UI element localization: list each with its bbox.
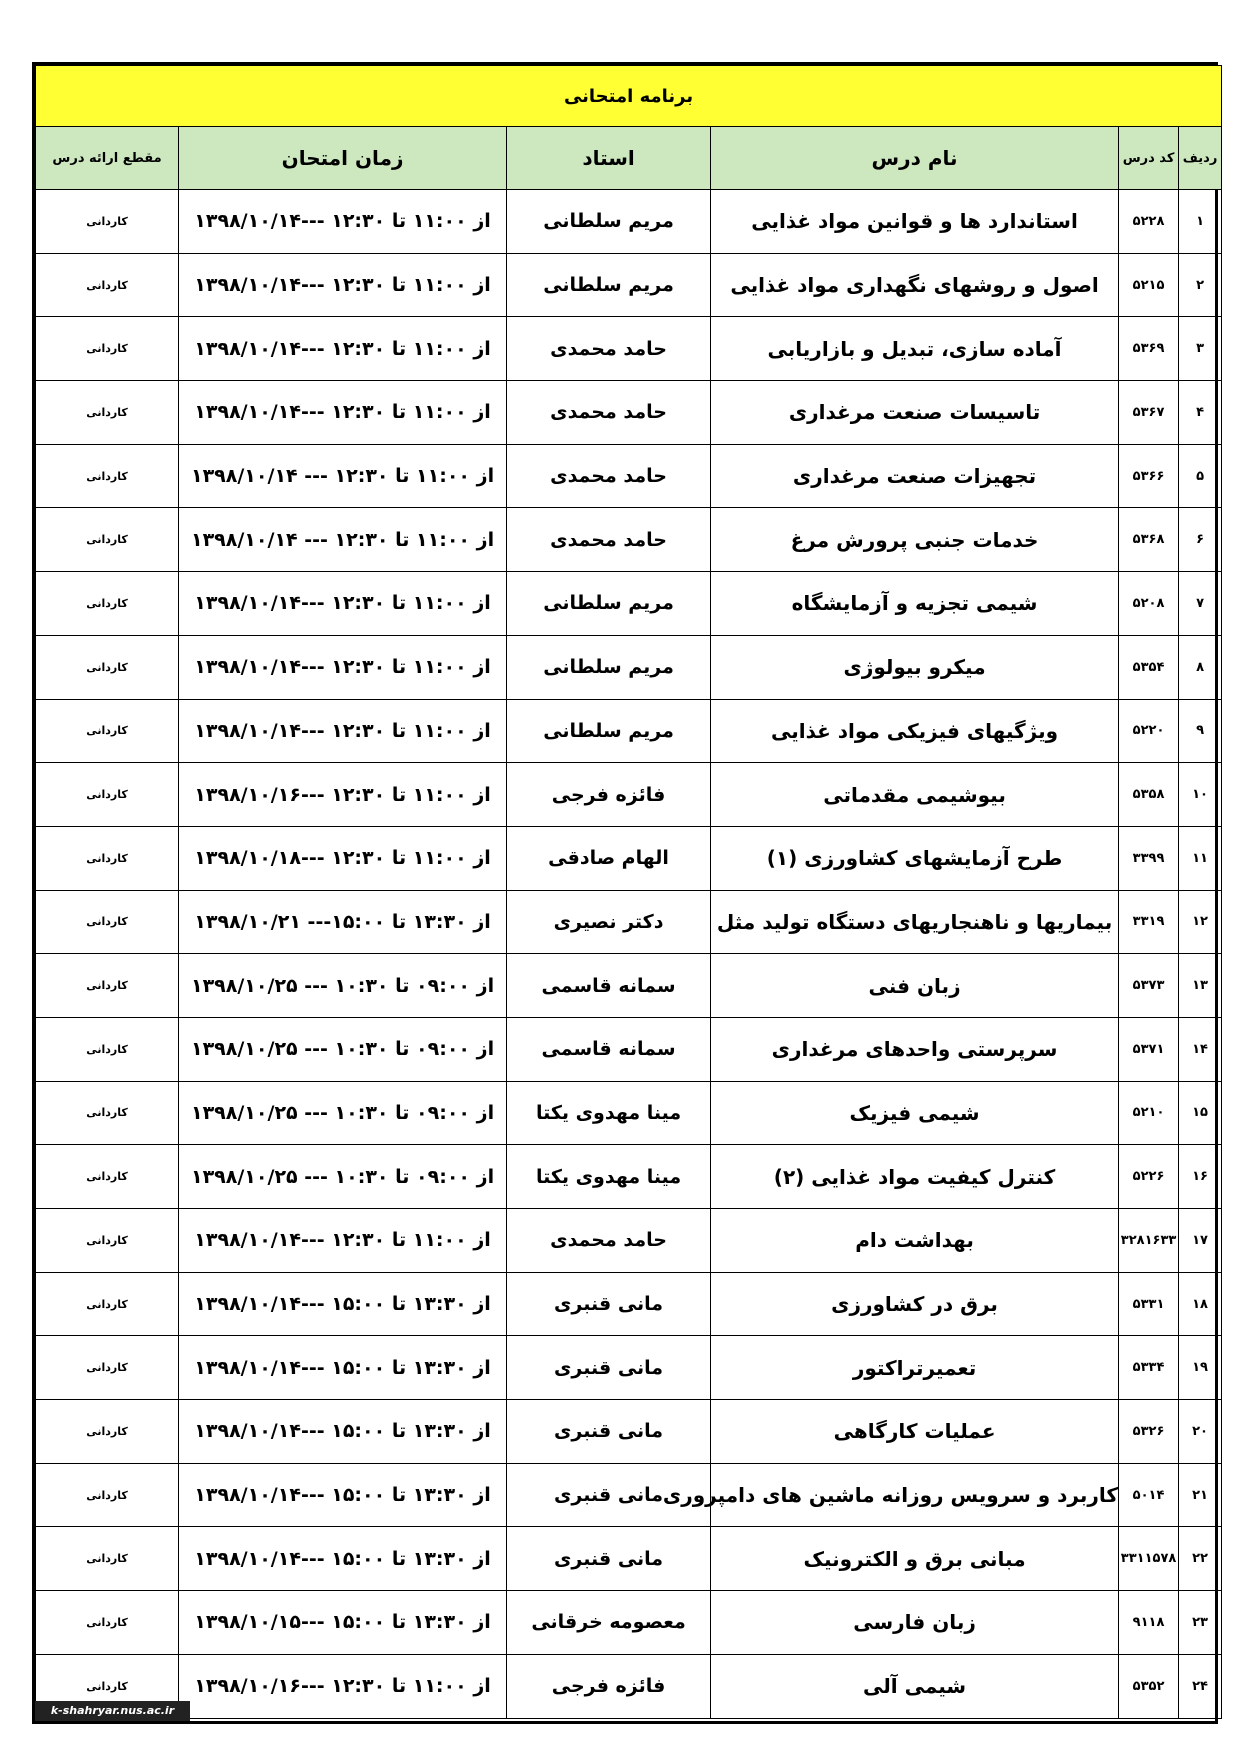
page-title: برنامه امتحانی [36, 66, 1222, 127]
course-level: کاردانی [36, 699, 179, 763]
course-name: کنترل کیفیت مواد غذایی (۲) [711, 1145, 1119, 1209]
course-code: ۵۰۱۴ [1119, 1463, 1179, 1527]
teacher-name: مریم سلطانی [507, 190, 711, 254]
course-name: آماده سازی، تبدیل و بازاریابی [711, 317, 1119, 381]
course-code: ۳۲۸۱۶۳۳ [1119, 1209, 1179, 1273]
table-row [36, 826, 1222, 890]
exam-time: از ۱۱:۰۰ تا ۱۲:۳۰ ---۱۳۹۸/۱۰/۱۴ [179, 635, 507, 699]
exam-time: از ۰۹:۰۰ تا ۱۰:۳۰ --- ۱۳۹۸/۱۰/۲۵ [179, 954, 507, 1018]
course-name: شیمی فیزیک [711, 1081, 1119, 1145]
course-name: کاربرد و سرویس روزانه ماشین های دامپروری [711, 1463, 1119, 1527]
table-row [36, 190, 1222, 254]
teacher-name: مریم سلطانی [507, 572, 711, 636]
teacher-name: حامد محمدی [507, 1209, 711, 1273]
exam-time: از ۱۳:۳۰ تا ۱۵:۰۰ ---۱۳۹۸/۱۰/۱۴ [179, 1400, 507, 1464]
row-number: ۱۵ [1179, 1081, 1222, 1145]
course-code: ۵۲۱۵ [1119, 253, 1179, 317]
course-code: ۵۳۳۴ [1119, 1336, 1179, 1400]
course-level: کاردانی [36, 508, 179, 572]
row-number: ۱۱ [1179, 826, 1222, 890]
table-row [36, 317, 1222, 381]
table-row [36, 1591, 1222, 1655]
course-level: کاردانی [36, 1017, 179, 1081]
course-level: کاردانی [36, 1591, 179, 1655]
exam-time: از ۱۱:۰۰ تا ۱۲:۳۰ ---۱۳۹۸/۱۰/۱۶ [179, 1654, 507, 1718]
course-level: کاردانی [36, 190, 179, 254]
course-code: ۳۳۱۱۵۷۸ [1119, 1527, 1179, 1591]
header-row-number: ردیف [1179, 127, 1222, 190]
exam-time: از ۱۱:۰۰ تا ۱۲:۳۰ ---۱۳۹۸/۱۰/۱۴ [179, 317, 507, 381]
table-row [36, 572, 1222, 636]
row-number: ۱۰ [1179, 763, 1222, 827]
row-number: ۱۴ [1179, 1017, 1222, 1081]
table-row [36, 1209, 1222, 1273]
teacher-name: مینا مهدوی یکتا [507, 1145, 711, 1209]
row-number: ۱۷ [1179, 1209, 1222, 1273]
teacher-name: حامد محمدی [507, 317, 711, 381]
table-row [36, 635, 1222, 699]
course-level: کاردانی [36, 253, 179, 317]
course-code: ۵۳۷۱ [1119, 1017, 1179, 1081]
exam-time: از ۱۱:۰۰ تا ۱۲:۳۰ ---۱۳۹۸/۱۰/۱۴ [179, 572, 507, 636]
course-name: سرپرستی واحدهای مرغداری [711, 1017, 1119, 1081]
row-number: ۶ [1179, 508, 1222, 572]
table-row [36, 1017, 1222, 1081]
header-row [36, 127, 1222, 190]
course-code: ۵۲۲۶ [1119, 1145, 1179, 1209]
row-number: ۱۶ [1179, 1145, 1222, 1209]
exam-time: از ۱۳:۳۰ تا ۱۵:۰۰ ---۱۳۹۸/۱۰/۱۴ [179, 1336, 507, 1400]
exam-time: از ۱۳:۳۰ تا ۱۵:۰۰--- ۱۳۹۸/۱۰/۲۱ [179, 890, 507, 954]
table-row [36, 954, 1222, 1018]
course-name: بیوشیمی مقدماتی [711, 763, 1119, 827]
teacher-name: مانی قنبری [507, 1272, 711, 1336]
course-level: کاردانی [36, 572, 179, 636]
teacher-name: دکتر نصیری [507, 890, 711, 954]
course-level: کاردانی [36, 1272, 179, 1336]
course-name: خدمات جنبی پرورش مرغ [711, 508, 1119, 572]
course-name: استاندارد ها و قوانین مواد غذایی [711, 190, 1119, 254]
exam-time: از ۱۳:۳۰ تا ۱۵:۰۰ ---۱۳۹۸/۱۰/۱۴ [179, 1272, 507, 1336]
exam-time: از ۱۱:۰۰ تا ۱۲:۳۰ ---۱۳۹۸/۱۰/۱۶ [179, 763, 507, 827]
table-row [36, 699, 1222, 763]
table-row [36, 1527, 1222, 1591]
course-level: کاردانی [36, 890, 179, 954]
table-row [36, 1400, 1222, 1464]
course-code: ۵۳۵۲ [1119, 1654, 1179, 1718]
exam-time: از ۰۹:۰۰ تا ۱۰:۳۰ --- ۱۳۹۸/۱۰/۲۵ [179, 1081, 507, 1145]
course-code: ۵۲۱۰ [1119, 1081, 1179, 1145]
schedule-rows [36, 190, 1222, 1719]
header-level: مقطع ارائه درس [36, 127, 179, 190]
course-code: ۵۲۲۰ [1119, 699, 1179, 763]
exam-time: از ۱۳:۳۰ تا ۱۵:۰۰ ---۱۳۹۸/۱۰/۱۵ [179, 1591, 507, 1655]
course-name: برق در کشاورزی [711, 1272, 1119, 1336]
course-code: ۹۱۱۸ [1119, 1591, 1179, 1655]
course-level: کاردانی [36, 826, 179, 890]
course-code: ۵۳۶۸ [1119, 508, 1179, 572]
exam-time: از ۱۱:۰۰ تا ۱۲:۳۰ ---۱۳۹۸/۱۰/۱۴ [179, 1209, 507, 1273]
course-name: تاسیسات صنعت مرغداری [711, 381, 1119, 445]
course-name: اصول و روشهای نگهداری مواد غذایی [711, 253, 1119, 317]
exam-time: از ۰۹:۰۰ تا ۱۰:۳۰ --- ۱۳۹۸/۱۰/۲۵ [179, 1145, 507, 1209]
row-number: ۷ [1179, 572, 1222, 636]
course-name: شیمی تجزیه و آزمایشگاه [711, 572, 1119, 636]
row-number: ۹ [1179, 699, 1222, 763]
course-code: ۵۳۳۱ [1119, 1272, 1179, 1336]
row-number: ۱۹ [1179, 1336, 1222, 1400]
course-code: ۵۳۷۳ [1119, 954, 1179, 1018]
course-level: کاردانی [36, 1081, 179, 1145]
course-code: ۵۳۶۶ [1119, 444, 1179, 508]
row-number: ۲۰ [1179, 1400, 1222, 1464]
teacher-name: مریم سلطانی [507, 253, 711, 317]
course-code: ۵۲۲۸ [1119, 190, 1179, 254]
course-code: ۵۳۶۷ [1119, 381, 1179, 445]
table-row [36, 1081, 1222, 1145]
exam-time: از ۱۳:۳۰ تا ۱۵:۰۰ ---۱۳۹۸/۱۰/۱۴ [179, 1527, 507, 1591]
course-level: کاردانی [36, 1527, 179, 1591]
course-name: عملیات کارگاهی [711, 1400, 1119, 1464]
table-row [36, 1272, 1222, 1336]
teacher-name: مریم سلطانی [507, 635, 711, 699]
course-code: ۳۳۱۹ [1119, 890, 1179, 954]
exam-time: از ۱۱:۰۰ تا ۱۲:۳۰ --- ۱۳۹۸/۱۰/۱۴ [179, 444, 507, 508]
table-row [36, 1145, 1222, 1209]
title-row [36, 66, 1222, 127]
course-level: کاردانی [36, 1209, 179, 1273]
course-name: تجهیزات صنعت مرغداری [711, 444, 1119, 508]
row-number: ۱۳ [1179, 954, 1222, 1018]
row-number: ۱ [1179, 190, 1222, 254]
exam-time: از ۱۱:۰۰ تا ۱۲:۳۰ ---۱۳۹۸/۱۰/۱۴ [179, 253, 507, 317]
header-teacher: استاد [507, 127, 711, 190]
course-code: ۵۲۰۸ [1119, 572, 1179, 636]
table-row [36, 1463, 1222, 1527]
exam-time: از ۱۱:۰۰ تا ۱۲:۳۰ ---۱۳۹۸/۱۰/۱۴ [179, 381, 507, 445]
course-name: بهداشت دام [711, 1209, 1119, 1273]
header-course-code: کد درس [1119, 127, 1179, 190]
table-row [36, 444, 1222, 508]
course-level: کاردانی [36, 1336, 179, 1400]
course-level: کاردانی [36, 954, 179, 1018]
teacher-name: فائزه فرجی [507, 1654, 711, 1718]
course-level: کاردانی [36, 1463, 179, 1527]
course-level: کاردانی [36, 381, 179, 445]
table-row [36, 381, 1222, 445]
row-number: ۲۳ [1179, 1591, 1222, 1655]
teacher-name: مانی قنبری [507, 1400, 711, 1464]
course-level: کاردانی [36, 444, 179, 508]
course-code: ۵۳۵۸ [1119, 763, 1179, 827]
course-code: ۵۳۲۶ [1119, 1400, 1179, 1464]
teacher-name: مانی قنبری [507, 1527, 711, 1591]
row-number: ۲ [1179, 253, 1222, 317]
row-number: ۸ [1179, 635, 1222, 699]
table-row [36, 508, 1222, 572]
teacher-name: سمانه قاسمی [507, 954, 711, 1018]
exam-time: از ۱۱:۰۰ تا ۱۲:۳۰ ---۱۳۹۸/۱۰/۱۴ [179, 699, 507, 763]
teacher-name: حامد محمدی [507, 381, 711, 445]
row-number: ۲۱ [1179, 1463, 1222, 1527]
exam-time: از ۱۱:۰۰ تا ۱۲:۳۰ ---۱۳۹۸/۱۰/۱۸ [179, 826, 507, 890]
table-row [36, 763, 1222, 827]
table-row [36, 253, 1222, 317]
course-level: کاردانی [36, 1400, 179, 1464]
row-number: ۱۲ [1179, 890, 1222, 954]
course-code: ۳۳۹۹ [1119, 826, 1179, 890]
row-number: ۲۲ [1179, 1527, 1222, 1591]
teacher-name: سمانه قاسمی [507, 1017, 711, 1081]
exam-time: از ۱۱:۰۰ تا ۱۲:۳۰ --- ۱۳۹۸/۱۰/۱۴ [179, 508, 507, 572]
teacher-name: مانی قنبری [507, 1336, 711, 1400]
teacher-name: حامد محمدی [507, 508, 711, 572]
course-name: مبانی برق و الکترونیک [711, 1527, 1119, 1591]
course-name: زبان فارسی [711, 1591, 1119, 1655]
course-level: کاردانی [36, 317, 179, 381]
exam-time: از ۰۹:۰۰ تا ۱۰:۳۰ --- ۱۳۹۸/۱۰/۲۵ [179, 1017, 507, 1081]
row-number: ۵ [1179, 444, 1222, 508]
teacher-name: معصومه خرقانی [507, 1591, 711, 1655]
table-row [36, 890, 1222, 954]
table-row [36, 1654, 1222, 1718]
teacher-name: فائزه فرجی [507, 763, 711, 827]
row-number: ۱۸ [1179, 1272, 1222, 1336]
course-name: تعمیرتراکتور [711, 1336, 1119, 1400]
row-number: ۲۴ [1179, 1654, 1222, 1718]
row-number: ۴ [1179, 381, 1222, 445]
course-name: زبان فنی [711, 954, 1119, 1018]
course-name: ویژگیهای فیزیکی مواد غذایی [711, 699, 1119, 763]
course-name: طرح آزمایشهای کشاورزی (۱) [711, 826, 1119, 890]
course-name: میکرو بیولوژی [711, 635, 1119, 699]
course-name: شیمی آلی [711, 1654, 1119, 1718]
course-level: کاردانی [36, 1145, 179, 1209]
course-name: بیماریها و ناهنجاریهای دستگاه تولید مثل [711, 890, 1119, 954]
course-code: ۵۳۵۴ [1119, 635, 1179, 699]
teacher-name: مینا مهدوی یکتا [507, 1081, 711, 1145]
header-exam-time: زمان امتحان [179, 127, 507, 190]
exam-time: از ۱۳:۳۰ تا ۱۵:۰۰ ---۱۳۹۸/۱۰/۱۴ [179, 1463, 507, 1527]
header-course-name: نام درس [711, 127, 1119, 190]
course-level: کاردانی [36, 635, 179, 699]
course-level: کاردانی [36, 763, 179, 827]
exam-schedule-table [35, 65, 1222, 1719]
exam-time: از ۱۱:۰۰ تا ۱۲:۳۰ ---۱۳۹۸/۱۰/۱۴ [179, 190, 507, 254]
exam-schedule-sheet [32, 62, 1218, 1724]
table-row [36, 1336, 1222, 1400]
teacher-name: مانی قنبری [507, 1463, 711, 1527]
course-code: ۵۳۶۹ [1119, 317, 1179, 381]
footer-website: k-shahryar.nus.ac.ir [35, 1701, 190, 1721]
course-level: کاردانی [36, 1654, 179, 1718]
teacher-name: مریم سلطانی [507, 699, 711, 763]
teacher-name: حامد محمدی [507, 444, 711, 508]
teacher-name: الهام صادقی [507, 826, 711, 890]
row-number: ۳ [1179, 317, 1222, 381]
